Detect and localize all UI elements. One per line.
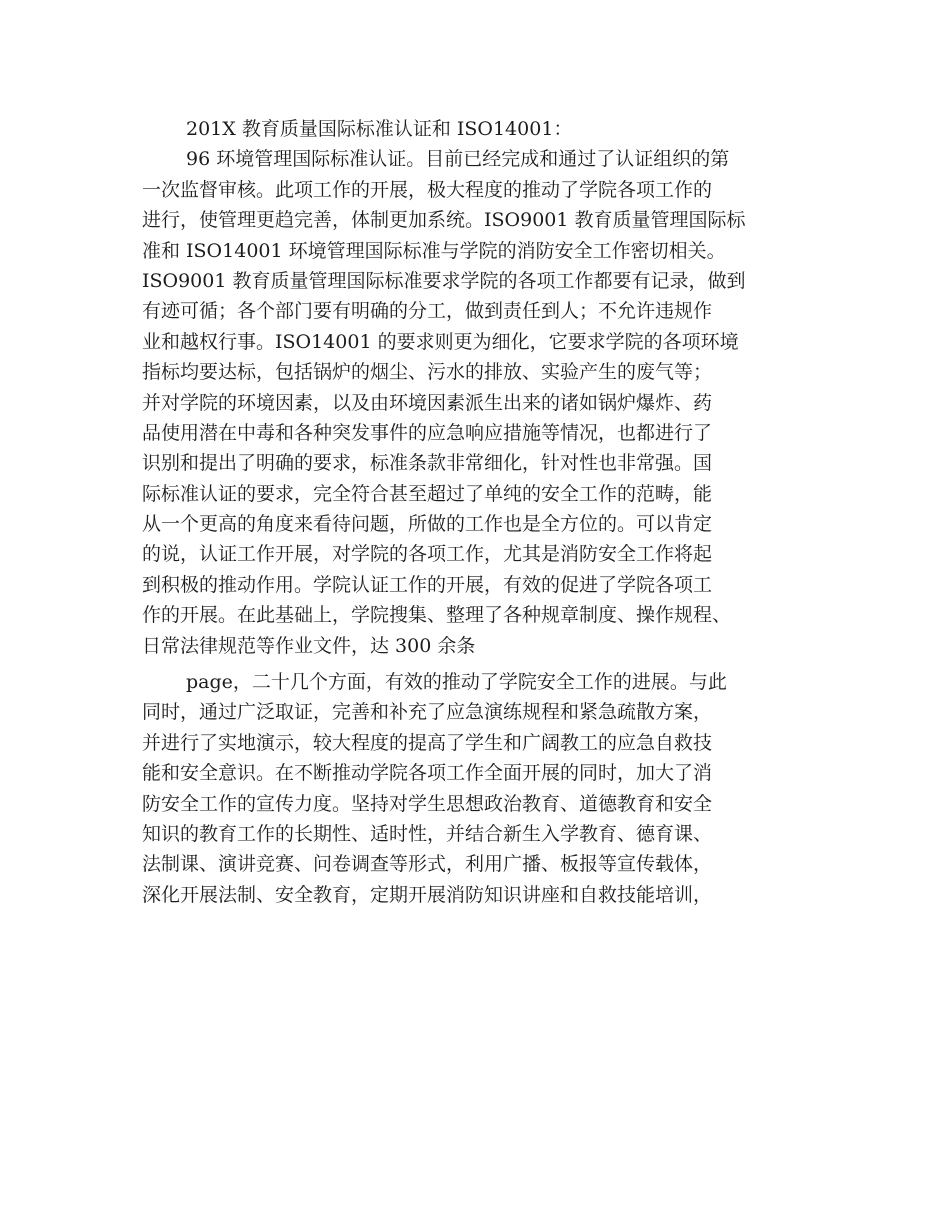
text-line: 201X 教育质量国际标准认证和 ISO14001： bbox=[186, 118, 573, 140]
text-line: 品使用潜在中毒和各种突发事件的应急响应措施等情况，也都进行了 bbox=[142, 421, 713, 444]
document-body bbox=[142, 114, 812, 910]
text-line: 到积极的推动作用。学院认证工作的开展，有效的促进了学院各项工 bbox=[142, 573, 713, 596]
text-line: 指标均要达标，包括锅炉的烟尘、污水的排放、实验产生的废气等； bbox=[142, 361, 713, 384]
paragraph-1 bbox=[142, 114, 812, 661]
text-line: page，二十几个方面，有效的推动了学院安全工作的进展。与此 bbox=[186, 671, 727, 694]
text-line: 有迹可循；各个部门要有明确的分工，做到责任到人；不允许违规作 bbox=[142, 300, 713, 323]
text-line: 业和越权行事。ISO14001 的要求则更为细化，它要求学院的各项环境 bbox=[142, 330, 739, 353]
text-line: 并对学院的环境因素，以及由环境因素派生出来的诸如锅炉爆炸、药 bbox=[142, 391, 713, 414]
text-line: 准和 ISO14001 环境管理国际标准与学院的消防安全工作密切相关。 bbox=[142, 239, 726, 262]
text-line: 际标准认证的要求，完全符合甚至超过了单纯的安全工作的范畴，能 bbox=[142, 482, 713, 505]
text-line: 日常法律规范等作业文件，达 300 余条 bbox=[142, 634, 476, 657]
text-line: 识别和提出了明确的要求，标准条款非常细化，针对性也非常强。国 bbox=[142, 452, 713, 475]
text-line: 防安全工作的宣传力度。坚持对学生思想政治教育、道德教育和安全 bbox=[142, 792, 713, 815]
text-line: 法制课、演讲竞赛、问卷调查等形式，利用广播、板报等宣传载体， bbox=[142, 853, 713, 876]
text-line: 作的开展。在此基础上，学院搜集、整理了各种规章制度、操作规程、 bbox=[142, 604, 732, 627]
text-line: 的说，认证工作开展，对学院的各项工作，尤其是消防安全工作将起 bbox=[142, 543, 713, 566]
text-line: 进行，使管理更趋完善，体制更加系统。ISO9001 教育质量管理国际标 bbox=[142, 209, 746, 232]
text-line: 深化开展法制、安全教育，定期开展消防知识讲座和自救技能培训， bbox=[142, 883, 713, 906]
text-line: 一次监督审核。此项工作的开展，极大程度的推动了学院各项工作的 bbox=[142, 178, 713, 201]
text-line: 从一个更高的角度来看待问题，所做的工作也是全方位的。可以肯定 bbox=[142, 513, 713, 536]
text-line: 知识的教育工作的长期性、适时性，并结合新生入学教育、德育课、 bbox=[142, 822, 713, 845]
paragraph-2 bbox=[142, 667, 812, 910]
text-line: 能和安全意识。在不断推动学院各项工作全面开展的同时，加大了消 bbox=[142, 762, 713, 785]
text-line: ISO9001 教育质量管理国际标准要求学院的各项工作都要有记录，做到 bbox=[142, 269, 746, 292]
text-line: 并进行了实地演示，较大程度的提高了学生和广阔教工的应急自救技 bbox=[142, 731, 713, 754]
text-line: 同时，通过广泛取证，完善和补充了应急演练规程和紧急疏散方案， bbox=[142, 701, 713, 724]
text-line: 96 环境管理国际标准认证。目前已经完成和通过了认证组织的第 bbox=[186, 148, 730, 171]
